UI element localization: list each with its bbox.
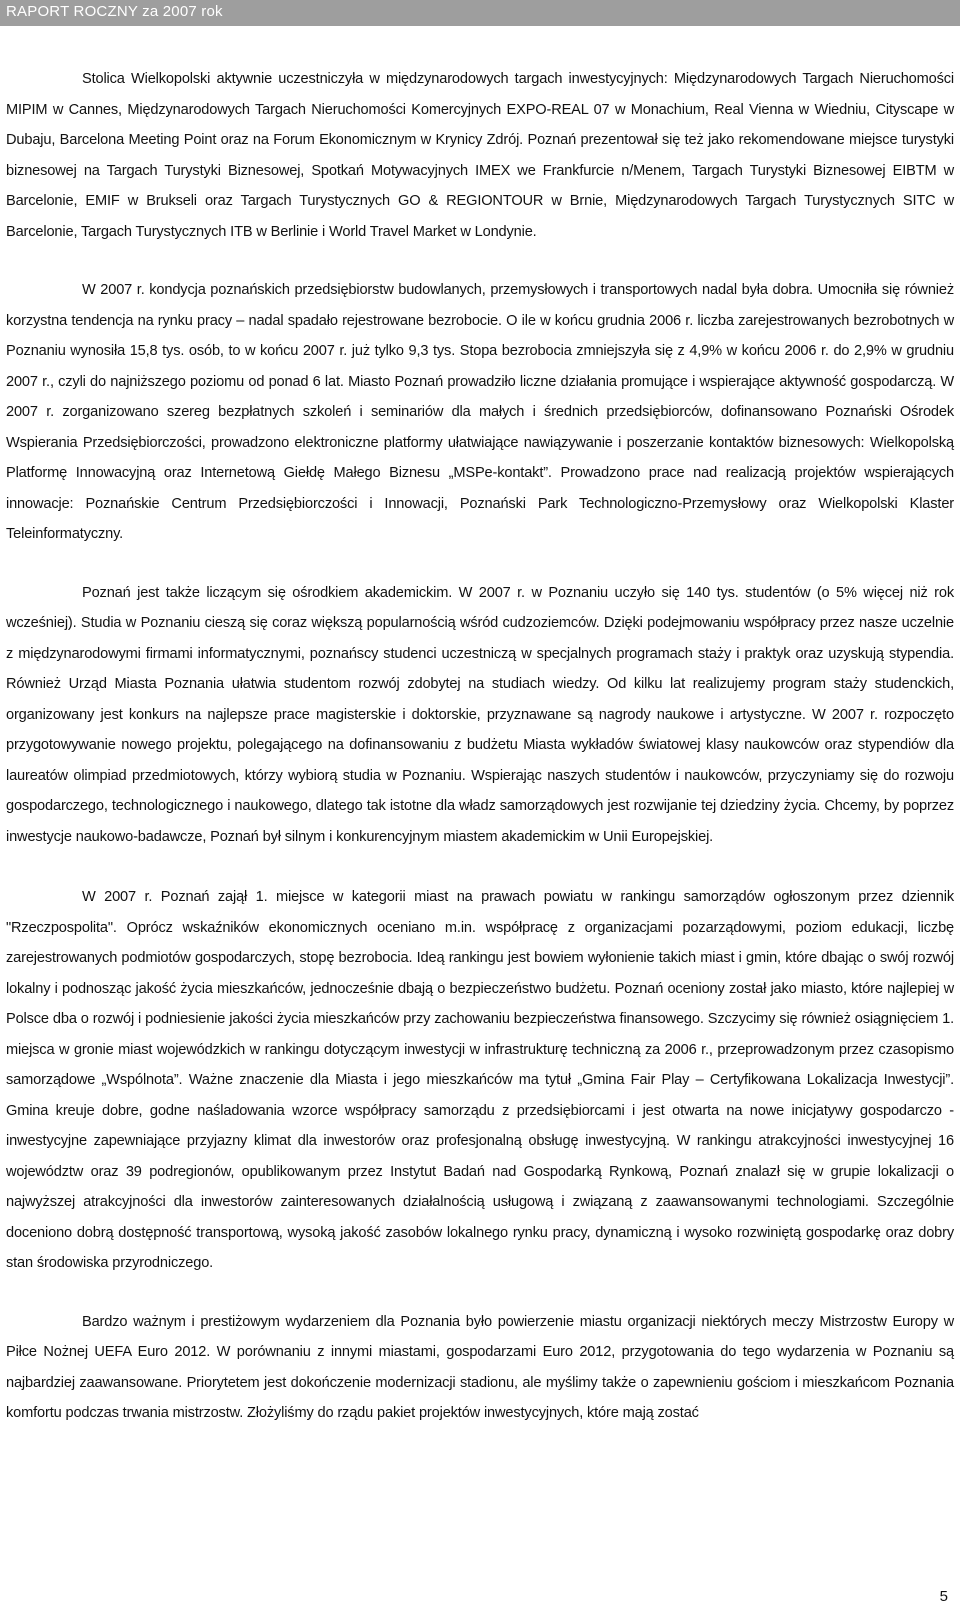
report-header-title: RAPORT ROCZNY za 2007 rok <box>6 3 223 20</box>
paragraph-trade-fairs: Stolica Wielkopolski aktywnie uczestniczyła w międzynarodowych targach inwestycyjnych: Międzynarodowych Targach Nieruchomości MIPIM w Cannes, Międzynarodowych Targach Nieruchomości Komercyjnych EXPO-REAL 07 w Monachium, Real Vienna w Wiedniu, Cityscape w Dubaju, Barcelona Meeting Point oraz na Forum Ekonomicznym w Krynicy Zdrój. Poznań prezentował się też jako rekomendowane miejsce turystyki biznesowej na Targach Turystyki Biznesowej, Spotkań Motywacyjnych IMEX we Frankfurcie n/Menem, Targach Turystyki Biznesowej EIBTM w Barcelonie, EMIF w Brukseli oraz Targach Turystycznych GO & REGIONTOUR w Brnie, Międzynarodowych Targach Turystycznych SITC w Barcelonie, Targach Turystycznych ITB w Berlinie i World Travel Market w Londynie. <box>6 71 954 240</box>
paragraph-rankings: W 2007 r. Poznań zajął 1. miejsce w kategorii miast na prawach powiatu w rankingu samorządów ogłoszonym przez dziennik "Rzeczpospolita". Oprócz wskaźników ekonomicznych oceniano m.in. współpracę z organizacjami pozarządowymi, poziom edukacji, liczbę zarejestrowanych podmiotów gospodarczych, stopę bezrobocia. Ideą rankingu jest bowiem wyłonienie takich miast i gmin, które dbając o swój rozwój lokalny i podnosząc jakość życia mieszkańców, jednocześnie dbają o bezpieczeństwo budżetu. Poznań oceniony został jako miasto, które najlepiej w Polsce dba o rozwój i podniesienie jakości życia mieszkańców przy zachowaniu bezpieczeństwa finansowego. Szczycimy się również osiągnięciem 1. miejsca w gronie miast wojewódzkich w rankingu dotyczącym inwestycji w infrastrukturę techniczną za 2006 r., przeprowadzonym przez czasopismo samorządowe „Wspólnota”. Ważne znaczenie dla Miasta i jego mieszkańców ma tytuł „Gmina Fair Play – Certyfikowana Lokalizacja Inwestycji”. Gmina kreuje dobre, godne naśladowania wzorce współpracy samorządu z przedsiębiorcami i jest otwarta na nowe inicjatywy gospodarczo - inwestycyjne zapewniające przyjazny klimat dla inwestorów oraz profesjonalną obsługę inwestycyjną. W rankingu atrakcyjności inwestycyjnej 16 województw oraz 39 podregionów, opublikowanym przez Instytut Badań nad Gospodarką Rynkową, Poznań znalazł się w grupie lokalizacji o najwyższej atrakcyjności dla inwestorów zainteresowanych działalnością usługową i związaną z zaawansowanymi technologiami. Szczególnie doceniono dobrą dostępność transportową, wysoką jakość zasobów lokalnego rynku pracy, dynamiczną i wysoko rozwiniętą gospodarkę oraz dobry stan środowiska przyrodniczego. <box>6 889 954 1271</box>
document-body <box>6 64 954 1457</box>
paragraph-euro-2012: Bardzo ważnym i prestiżowym wydarzeniem dla Poznania było powierzenie miastu organizacji niektórych meczy Mistrzostw Europy w Piłce Nożnej UEFA Euro 2012. W porównaniu z innymi miastami, gospodarzami Euro 2012, przygotowania do tego wydarzenia w Poznaniu są najbardziej zaawansowane. Priorytetem jest dokończenie modernizacji stadionu, ale myślimy także o zapewnieniu gościom i mieszkańcom Poznania komfortu podczas trwania mistrzostw. Złożyliśmy do rządu pakiet projektów inwestycyjnych, które mają zostać <box>6 1313 954 1421</box>
paragraph-academic-center: Poznań jest także liczącym się ośrodkiem akademickim. W 2007 r. w Poznaniu uczyło się 140 tys. studentów (o 5% więcej niż rok wcześniej). Studia w Poznaniu cieszą się coraz większą popularnością wśród cudzoziemców. Dzięki podejmowaniu współpracy przez nasze uczelnie z międzynarodowymi firmami informatycznymi, poznańscy studenci uczestniczą w specjalnych programach staży i praktyk oraz uzyskują stypendia. Również Urząd Miasta Poznania ułatwia studentom rozwój zdobytej na studiach wiedzy. Od kilku lat realizujemy program staży studenckich, organizowany jest konkurs na najlepsze prace magisterskie i doktorskie, przyznawane są nagrody naukowe i artystyczne. W 2007 r. rozpoczęto przygotowywanie nowego projektu, polegającego na dofinansowaniu z budżetu Miasta wykładów światowej klasy naukowców oraz stypendiów dla laureatów olimpiad przedmiotowych, którzy wybiorą studia w Poznaniu. Wspierając naszych studentów i naukowców, przyczyniamy się do rozwoju gospodarczego, technologicznego i naukowego, dlatego tak istotne dla władz samorządowych jest rozwijanie tej dziedziny życia. Chcemy, by poprzez inwestycje naukowo-badawcze, Poznań był silnym i konkurencyjnym miastem akademickim w Unii Europejskiej. <box>6 584 954 845</box>
report-header-band <box>0 0 960 26</box>
paragraph-economy: W 2007 r. kondycja poznańskich przedsiębiorstw budowlanych, przemysłowych i transportowych nadal była dobra. Umocniła się również korzystna tendencja na rynku pracy – nadal spadało rejestrowane bezrobocie. O ile w końcu grudnia 2006 r. liczba zarejestrowanych bezrobotnych w Poznaniu wynosiła 15,8 tys. osób, to w końcu 2007 r. już tylko 9,3 tys. Stopa bezrobocia zmniejszyła się z 4,9% w końcu 2006 r. do 2,9% w grudniu 2007 r., czyli do najniższego poziomu od ponad 6 lat. Miasto Poznań prowadziło liczne działania promujące i wspierające aktywność gospodarczą. W 2007 r. zorganizowano szereg bezpłatnych szkoleń i seminariów dla małych i średnich przedsiębiorców, dofinansowano Poznański Ośrodek Wspierania Przedsiębiorczości, prowadzono elektroniczne platformy ułatwiające nawiązywanie i poszerzanie kontaktów biznesowych: Wielkopolską Platformę Innowacyjną oraz Internetową Giełdę Małego Biznesu „MSPe-kontakt”. Prowadzono prace nad realizacją projektów wspierających innowacje: Poznańskie Centrum Przedsiębiorczości i Innowacji, Poznański Park Technologiczno-Przemysłowy oraz Wielkopolski Klaster Teleinformatyczny. <box>6 282 954 542</box>
page-number: 5 <box>939 1588 948 1605</box>
